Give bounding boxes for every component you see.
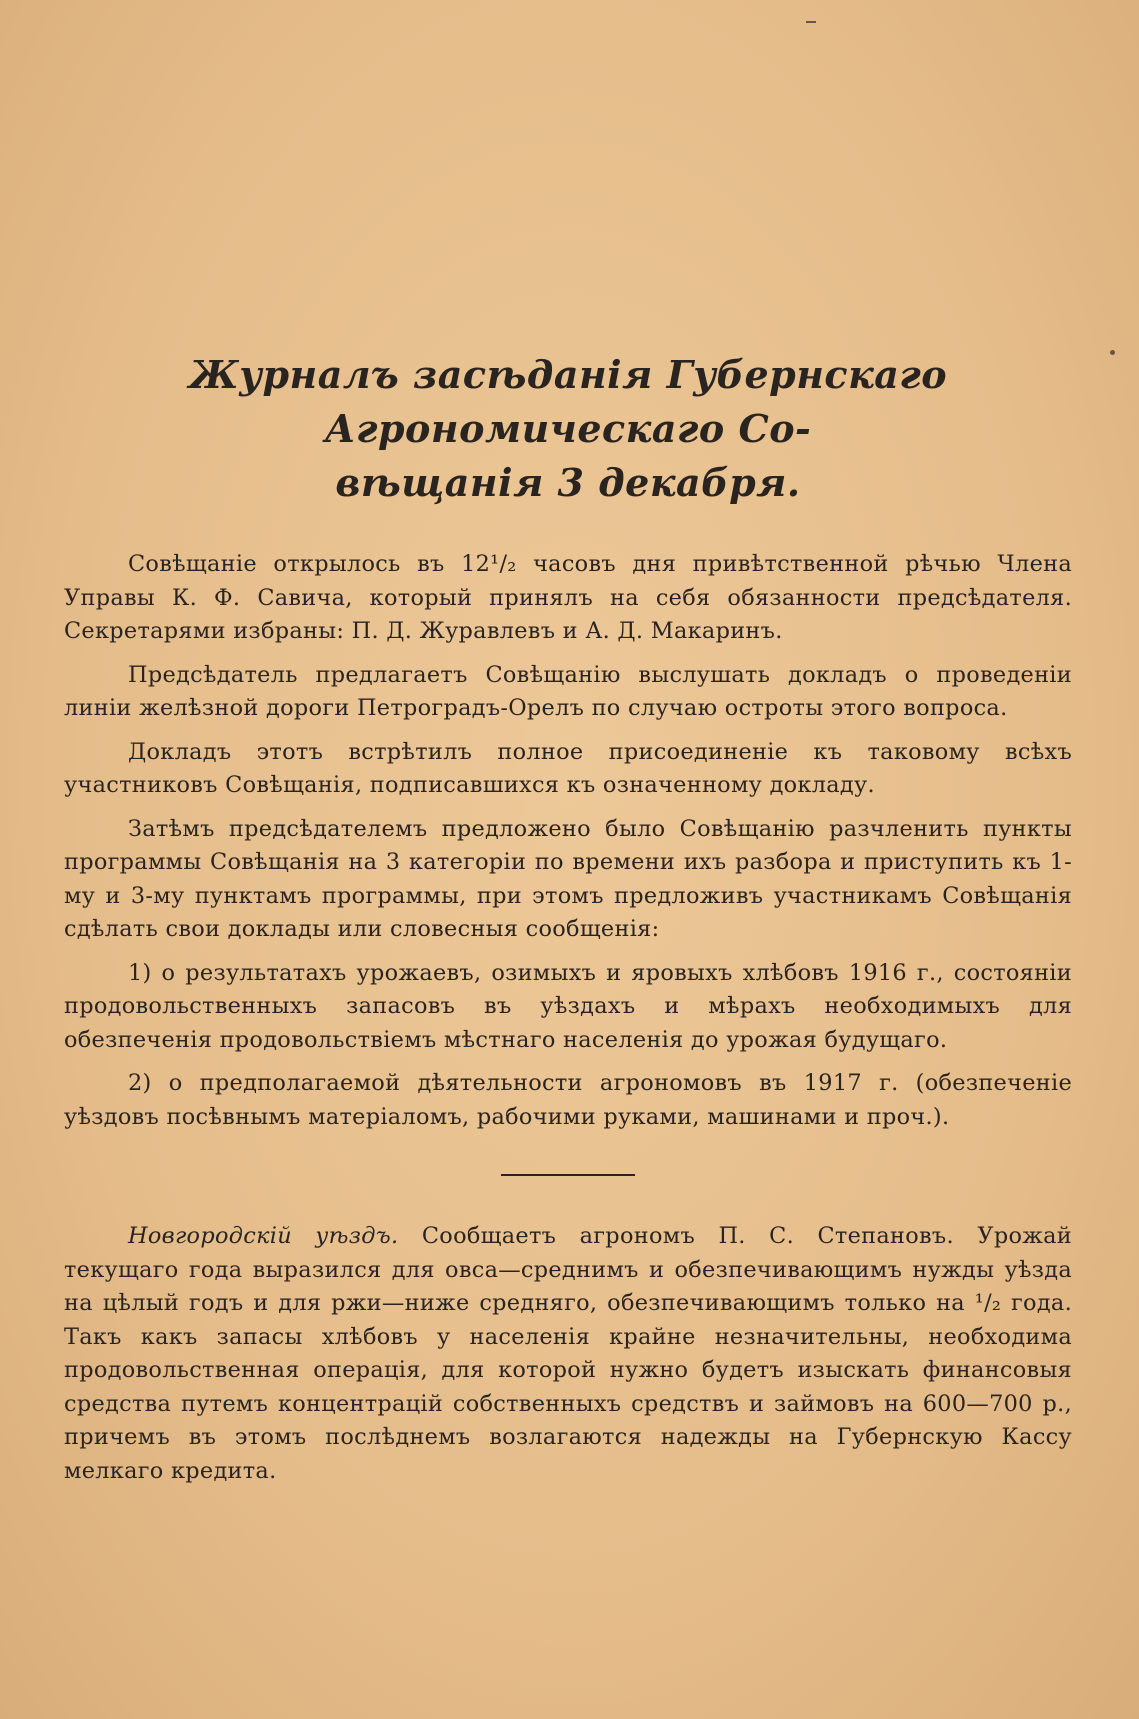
paragraph-novgorod-report (64, 1220, 1072, 1488)
document-title (64, 348, 1072, 510)
paragraph-railway-report: Предсѣдатель предлагаетъ Совѣщанію выслушать докладъ о проведеніи линіи желѣзной дороги Петроградъ-Орелъ по случаю остроты этого вопроса. (64, 661, 1072, 721)
novgorod-report-text: Сообщаетъ агрономъ П. С. Степановъ. Урожай текущаго года выразился для овса—среднимъ и обезпечивающимъ нужды уѣзда на цѣлый годъ и для ржи—ниже средняго, обезпечивающимъ только на ¹/₂ года. Такъ какъ запасы хлѣбовъ у населенія крайне незначительны, необходима продовольственная операція, для которой нужно будетъ изыскать финансовыя средства путемъ концентрацій собственныхъ средствъ и займовъ на 600—700 р., причемъ въ этомъ послѣднемъ возлагаются надежды на Губернскую Кассу мелкаго кредита. (64, 1223, 1073, 1484)
margin-spot (1110, 350, 1115, 355)
uezd-heading: Новгородскій уѣздъ. (128, 1223, 399, 1249)
title-line-1: Журналъ засѣданія Губернскаго Агрономическаго Со- (188, 352, 948, 451)
page-mark (806, 21, 816, 23)
section-divider (501, 1174, 635, 1176)
paragraph-program-division: Затѣмъ предсѣдателемъ предложено было Совѣщанію разчленить пункты программы Совѣщанія на 3 категоріи по времени ихъ разбора и приступить къ 1-му и 3-му пунктамъ программы, при этомъ предложивъ участникамъ Совѣщанія сдѣлать свои доклады или словесныя сообщенія: (64, 815, 1072, 942)
paragraph-item-1: 1) о результатахъ урожаевъ, озимыхъ и яровыхъ хлѣбовъ 1916 г., состояніи продовольственныхъ запасовъ въ уѣздахъ и мѣрахъ необходимыхъ для обезпеченія продовольствіемъ мѣстнаго населенія до урожая будущаго. (64, 959, 1072, 1053)
paragraph-opening: Совѣщаніе открылось въ 12¹/₂ часовъ дня привѣтственной рѣчью Члена Управы К. Ф. Савича, который принялъ на себя обязанности предсѣдателя. Секретарями избраны: П. Д. Журавлевъ и А. Д. Макаринъ. (64, 551, 1072, 644)
paragraph-report-approval: Докладъ этотъ встрѣтилъ полное присоединеніе къ таковому всѣхъ участниковъ Совѣщанія, подписавшихся къ означенному докладу. (64, 738, 1072, 798)
document-page (64, 348, 1072, 1498)
title-line-2: вѣщанія 3 декабря. (335, 460, 801, 505)
paragraph-item-2: 2) о предполагаемой дѣятельности агрономовъ въ 1917 г. (обезпеченіе уѣздовъ посѣвнымъ матеріаломъ, рабочими руками, машинами и проч.). (64, 1070, 1072, 1130)
